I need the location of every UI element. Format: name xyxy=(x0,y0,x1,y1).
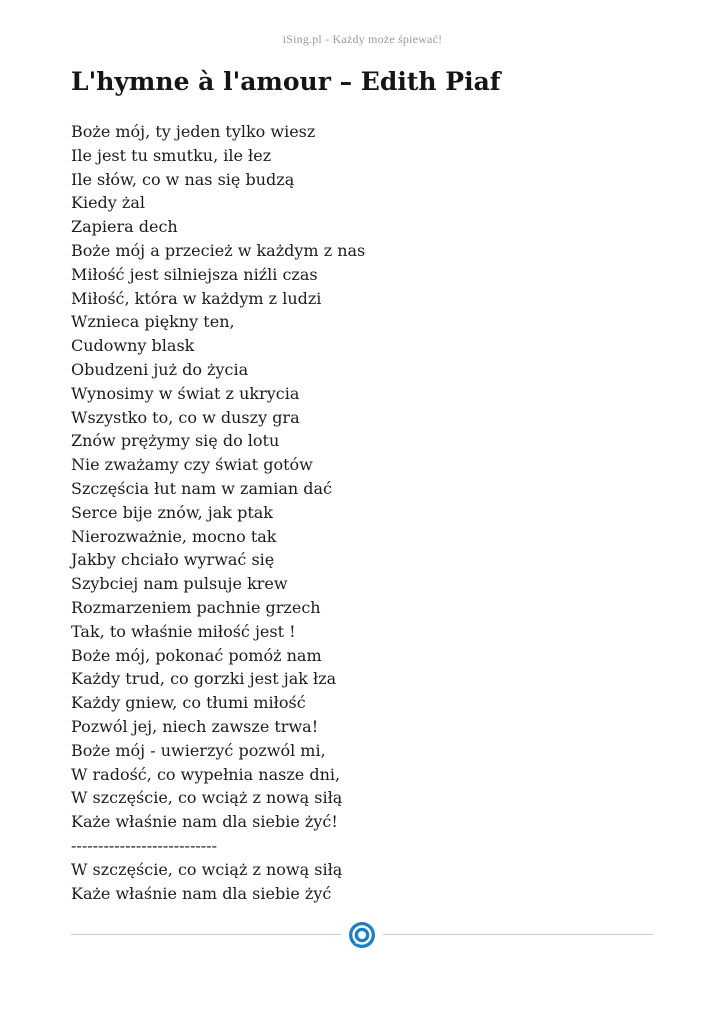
site-header: iSing.pl - Każdy może śpiewać! xyxy=(282,32,443,46)
lyric-line: Kiedy żal xyxy=(71,193,145,213)
lyric-line: Tak, to właśnie miłość jest ! xyxy=(71,621,296,641)
lyric-line: Serce bije znów, jak ptak xyxy=(71,502,273,522)
lyric-line: Znów prężymy się do lotu xyxy=(71,431,280,451)
lyric-line: Rozmarzeniem pachnie grzech xyxy=(71,597,321,617)
page-title: L'hymne à l'amour – Edith Piaf xyxy=(71,67,501,96)
lyric-line: Wznieca piękny ten, xyxy=(71,312,235,332)
lyric-line: Zapiera dech xyxy=(71,217,178,237)
ising-logo-icon[interactable] xyxy=(348,921,376,949)
lyric-line: Boże mój, pokonać pomóż nam xyxy=(71,645,322,665)
footer-divider-right xyxy=(383,934,653,935)
lyric-line: Każe właśnie nam dla siebie żyć xyxy=(71,883,332,903)
lyric-line: Miłość, która w każdym z ludzi xyxy=(71,288,322,308)
lyric-line: --------------------------- xyxy=(71,835,217,855)
lyric-line: Boże mój - uwierzyć pozwól mi, xyxy=(71,740,326,760)
lyric-line: Boże mój a przecież w każdym z nas xyxy=(71,240,366,260)
lyrics-list xyxy=(71,120,671,905)
lyric-line: Boże mój, ty jeden tylko wiesz xyxy=(71,122,316,141)
lyric-line: Obudzeni już do życia xyxy=(71,359,249,379)
lyric-line: Nie zważamy czy świat gotów xyxy=(71,455,313,475)
footer xyxy=(71,920,653,950)
lyric-line: Ile jest tu smutku, ile łez xyxy=(71,145,272,165)
lyric-line: Ile słów, co w nas się budzą xyxy=(71,169,295,189)
lyric-line: Każe właśnie nam dla siebie żyć! xyxy=(71,812,338,832)
lyric-line: Jakby chciało wyrwać się xyxy=(71,550,275,570)
lyric-line: Nierozważnie, mocno tak xyxy=(71,526,277,546)
lyric-line: Wszystko to, co w duszy gra xyxy=(71,407,300,427)
lyric-line: W radość, co wypełnia nasze dni, xyxy=(71,764,341,784)
lyric-line: Pozwól jej, niech zawsze trwa! xyxy=(71,716,319,736)
lyric-line: Każdy trud, co gorzki jest jak łza xyxy=(71,669,337,689)
lyric-line: W szczęście, co wciąż z nową siłą xyxy=(71,788,343,808)
lyric-line: Szczęścia łut nam w zamian dać xyxy=(71,478,332,498)
lyric-line: Każdy gniew, co tłumi miłość xyxy=(71,693,306,713)
lyric-line: Szybciej nam pulsuje krew xyxy=(71,574,288,594)
lyric-line: Miłość jest silniejsza niźli czas xyxy=(71,264,318,284)
lyric-line: W szczęście, co wciąż z nową siłą xyxy=(71,859,343,879)
footer-divider-left xyxy=(71,934,341,935)
lyric-line: Cudowny blask xyxy=(71,336,195,356)
lyric-line: Wynosimy w świat z ukrycia xyxy=(71,383,300,403)
